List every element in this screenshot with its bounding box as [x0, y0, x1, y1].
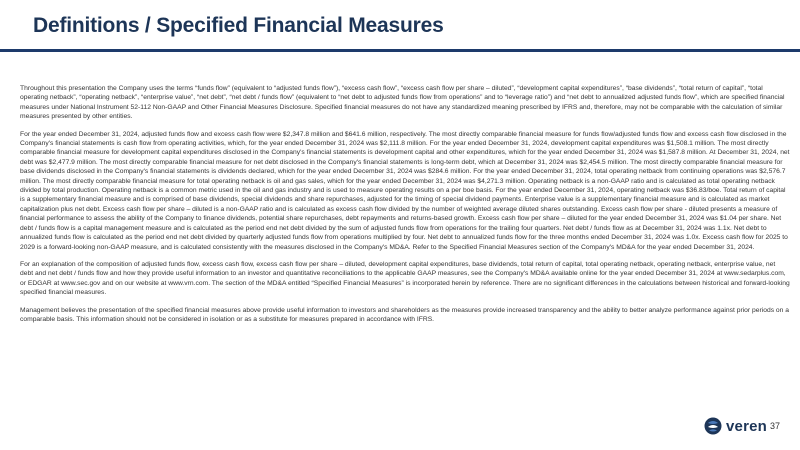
title-divider: [0, 49, 800, 52]
page-number: 37: [769, 421, 780, 431]
paragraph-figures: For the year ended December 31, 2024, adjusted funds flow and excess cash flow were $2,347.8 million and $641.6 million, respectively. The most directly comparable financial measure for funds flow/adjusted funds flow and excess cash flow disclosed in the Company's financial statements is cash flow from operating activities, which, for the year ended December 31, 2024 was $2,111.8 million. For the year ended December 31, 2024, development capital expenditures was $1,508.1 million. The most directly comparable financial measure for development capital expenditures disclosed in the Company's financial statements is development capital and other expenditures, which for the year ended December 31, 2024 was $1,587.8 million. At December 31, 2024, net debt was $2,477.9 million. The most directly comparable financial measure for net debt disclosed in the Company's financial statements is long-term debt, which at December 31, 2024 was $2,454.5 million. The most directly comparable financial measure for base dividends disclosed in the Company's financial statements is dividends declared, which for the year ended December 31, 2024 was $284.6 million. For the year ended December 31, 2024, total operating netback from continuing operations was $2,576.7 million. The most directly comparable financial measure for total operating netback is oil and gas sales, which for the year ended December 31, 2024 was $4,271.3 million. Operating netback is a non-GAAP ratio and is calculated as total operating netback divided by total production. Operating netback is a common metric used in the oil and gas industry and is used to measure operating results on a per boe basis. For the year ended December 31, 2024, operating netback was $36.83/boe. Total return of capital is a supplementary financial measure and is comprised of base dividends, special dividends and share repurchases, adjusted for the timing of special dividend payments. Enterprise value is a supplementary financial measure and is calculated as market capitalization plus net debt. Excess cash flow per share – diluted is a non-GAAP ratio and is calculated as excess cash flow divided by the number of weighted average diluted shares outstanding. Excess cash flow per share - diluted presents a measure of financial performance to assess the ability of the Company to finance dividends, potential share repurchases, debt repayments and returns-based growth. Excess cash flow per share – diluted for the year ended December 31, 2024 was $1.04 per share. Net debt / funds flow is a capital management measure and is calculated as the period end net debt divided by the sum of adjusted funds flow from operations for the trailing four quarters. Net debt / funds flow as at December 31, 2024 was 1.1x. Net debt to annualized funds flow is calculated as the period end net debt divided by quarterly adjusted funds flow from operations multiplied by four. Net debt to annualized funds flow for the three months ended December 31, 2024 was 1.0x. Excess cash flow for 2025 to 2029 is a forward-looking non-GAAP measure, and is calculated consistently with the measures disclosed in the Company's MD&A. Refer to the Specified Financial Measures section of the Company's MD&A for the year ended December 31, 2024.: [20, 130, 790, 251]
page-title: Definitions / Specified Financial Measures: [33, 14, 444, 37]
paragraph-explanation: For an explanation of the composition of adjusted funds flow, excess cash flow, excess cash flow per share – diluted, development capital expenditures, base dividends, total return of capital, total operating netback, operating netback, enterprise value, net debt and net debt / funds flow and how they provide useful information to an investor and quantitative reconciliations to the applicable GAAP measures, see the Company's MD&A available online for the year ended December 31, 2024 at www.sedarplus.com, or EDGAR at www.sec.gov and on our website at www.vrn.com. The section of the MD&A entitled “Specified Financial Measures” is incorporated herein by reference. There are no significant differences in the calculations between historical and forward-looking specified financial measures.: [20, 260, 790, 297]
company-logo: [704, 415, 767, 437]
paragraph-intro: Throughout this presentation the Company uses the terms “funds flow” (equivalent to “adjusted funds flow”), “excess cash flow”, “excess cash flow per share – diluted”, “development capital expenditures”, “base dividends”, “total return of capital”, “total operating netback”, “operating netback”, “enterprise value”, “net debt”, “net debt / funds flow” (equivalent to “net debt to adjusted funds flow from operations” and to “leverage ratio”) and “net debt to annualized adjusted funds flow”, which are specified financial measures under National Instrument 52-112 Non-GAAP and Other Financial Measures Disclosure. Specified financial measures do not have any standardized meaning prescribed by IFRS and, therefore, may not be comparable with the calculation of similar measures presented by other entities.: [20, 85, 785, 121]
body-text: [20, 84, 790, 332]
paragraph-management: Management believes the presentation of the specified financial measures above provide useful information to investors and shareholders as the measures provide increased transparency and the ability to better analyze performance against prior periods on a comparable basis. This information should not be considered in isolation or as a substitute for measures prepared in accordance with IFRS.: [20, 306, 789, 323]
logo-wordmark: veren: [726, 417, 768, 435]
veren-logo-icon: [704, 417, 722, 435]
